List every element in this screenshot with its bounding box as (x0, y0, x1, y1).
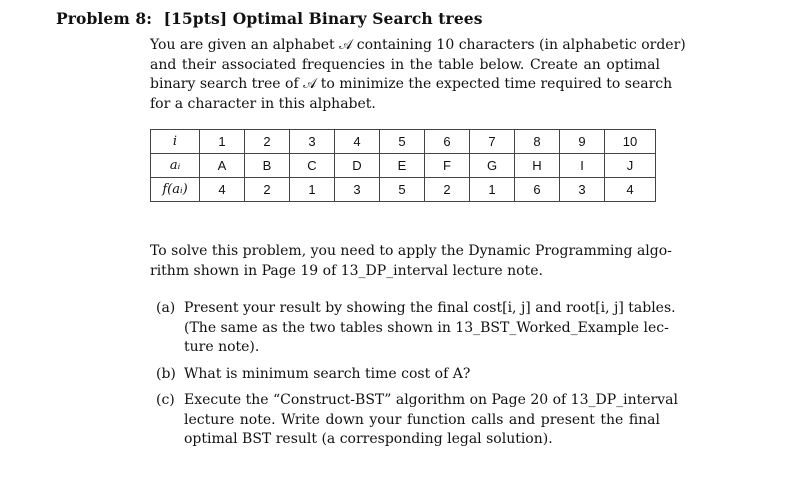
intro-line: You are given an alphabet 𝒜 containing 10 characters (in alphabetic order) (150, 37, 686, 53)
table-cell: 3 (290, 130, 335, 154)
table-cell: 1 (470, 178, 515, 202)
intro-line: and their associated frequencies in the table below. Create an optimal (150, 56, 660, 73)
table-cell: 2 (245, 178, 290, 202)
table-cell: 6 (425, 130, 470, 154)
intro-line: binary search tree of 𝒜 to minimize the expected time required to search (150, 76, 673, 92)
table-row-frequency (151, 178, 656, 202)
table-cell: J (605, 154, 656, 178)
table-cell: G (470, 154, 515, 178)
row-header-frequency: f(aᵢ) (151, 178, 200, 202)
subquestion-line: lecture note. Write down your function calls and present the final (184, 411, 660, 428)
table-row-character (151, 154, 656, 178)
row-header-character: aᵢ (151, 154, 200, 178)
table-cell: A (200, 154, 245, 178)
problem-heading (56, 9, 483, 28)
subquestion-line: optimal BST result (a corresponding legal solution). (184, 431, 553, 447)
solve-line: rithm shown in Page 19 of 13_DP_interval lecture note. (150, 262, 543, 279)
table-cell: 9 (560, 130, 605, 154)
table-cell: 2 (245, 130, 290, 154)
table-cell: E (380, 154, 425, 178)
table-cell: 3 (560, 178, 605, 202)
table-cell: 7 (470, 130, 515, 154)
solve-line: To solve this problem, you need to apply the Dynamic Programming algo- (150, 243, 672, 259)
problem-number: Problem 8: (56, 9, 153, 28)
subquestion-list (150, 299, 678, 457)
table-row-index (151, 130, 656, 154)
subquestion-b (150, 365, 660, 385)
frequency-table (150, 129, 656, 202)
table-cell: F (425, 154, 470, 178)
table-cell: I (560, 154, 605, 178)
table-cell: 2 (425, 178, 470, 202)
table-cell: 4 (605, 178, 656, 202)
table-cell: 1 (200, 130, 245, 154)
subquestion-c (150, 391, 678, 450)
subquestion-label: (c) (156, 392, 175, 408)
table-cell: 10 (605, 130, 656, 154)
table-cell: 4 (200, 178, 245, 202)
solve-paragraph (150, 242, 672, 281)
row-header-index: i (151, 130, 200, 154)
subquestion-line: What is minimum search time cost of A? (184, 365, 471, 382)
problem-points: [15pts] (163, 9, 228, 28)
intro-line: for a character in this alphabet. (150, 95, 376, 112)
subquestion-line: (The same as the two tables shown in 13_BST_Worked_Example lec- (184, 319, 669, 336)
subquestion-a (150, 299, 676, 358)
table-cell: 1 (290, 178, 335, 202)
intro-paragraph (150, 36, 686, 114)
table-cell: H (515, 154, 560, 178)
table-cell: 5 (380, 130, 425, 154)
subquestion-line: ture note). (184, 339, 260, 355)
table-cell: 4 (335, 130, 380, 154)
subquestion-line: Present your result by showing the final cost[i, j] and root[i, j] tables. (184, 300, 676, 316)
table-cell: 6 (515, 178, 560, 202)
problem-title: Optimal Binary Search trees (232, 9, 483, 28)
table-cell: 8 (515, 130, 560, 154)
table-cell: 5 (380, 178, 425, 202)
subquestion-line: Execute the “Construct-BST” algorithm on Page 20 of 13_DP_interval (184, 392, 678, 408)
table-cell: B (245, 154, 290, 178)
subquestion-label: (a) (156, 300, 176, 316)
table-cell: C (290, 154, 335, 178)
table-cell: D (335, 154, 380, 178)
table-cell: 3 (335, 178, 380, 202)
subquestion-label: (b) (156, 365, 176, 382)
